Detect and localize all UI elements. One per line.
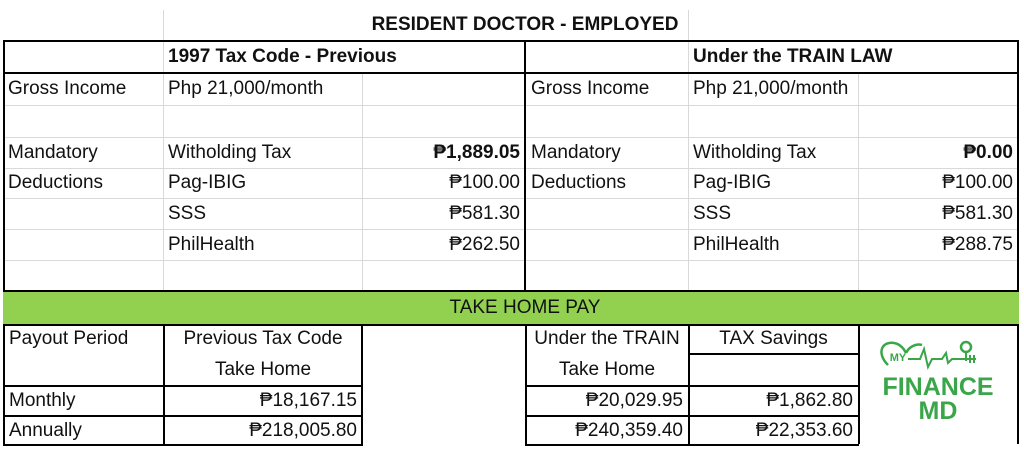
- right-row-value: ₱581.30: [942, 203, 1013, 224]
- right-row-label: Witholding Tax: [693, 142, 817, 163]
- payout-period-label: Payout Period: [9, 328, 129, 349]
- sheet-title: RESIDENT DOCTOR - EMPLOYED: [371, 14, 679, 35]
- left-row-value: ₱581.30: [449, 203, 520, 224]
- right-row-value: ₱0.00: [963, 142, 1013, 163]
- left-mandatory-2: Deductions: [8, 172, 104, 193]
- svg-text:FINANCE: FINANCE: [882, 373, 994, 401]
- right-row-label: PhilHealth: [693, 234, 780, 255]
- savings-header: TAX Savings: [719, 328, 828, 349]
- monthly-label: Monthly: [9, 390, 76, 411]
- train-header-2: Take Home: [558, 359, 656, 380]
- left-row-label: SSS: [168, 203, 207, 224]
- left-row-value: ₱100.00: [449, 172, 520, 193]
- right-row-value: ₱100.00: [942, 172, 1013, 193]
- right-mandatory-1: Mandatory: [531, 142, 621, 163]
- savings-annually-value: ₱22,353.60: [755, 420, 853, 441]
- right-row-label: SSS: [693, 203, 732, 224]
- prev-annually-value: ₱218,005.80: [249, 420, 357, 441]
- right-row-value: ₱288.75: [942, 234, 1013, 255]
- train-annually-value: ₱240,359.40: [575, 420, 683, 441]
- heartbeat-icon: [868, 335, 1008, 427]
- my-finance-md-logo: [868, 335, 1008, 427]
- right-row-label: Pag-IBIG: [693, 172, 772, 193]
- train-header-1: Under the TRAIN: [534, 328, 680, 349]
- prev-header-2: Take Home: [214, 359, 312, 380]
- svg-text:MD: MD: [918, 397, 958, 425]
- prev-header-1: Previous Tax Code: [183, 328, 343, 349]
- left-gross-value: Php 21,000/month: [168, 78, 324, 99]
- left-row-value: ₱1,889.05: [433, 142, 520, 163]
- right-mandatory-2: Deductions: [531, 172, 627, 193]
- svg-text:MY: MY: [889, 352, 907, 364]
- left-heading: 1997 Tax Code - Previous: [168, 46, 397, 67]
- right-gross-value: Php 21,000/month: [693, 78, 849, 99]
- savings-monthly-value: ₱1,862.80: [766, 390, 853, 411]
- left-row-label: Pag-IBIG: [168, 172, 247, 193]
- left-gross-label: Gross Income: [8, 78, 127, 99]
- take-home-banner: TAKE HOME PAY: [449, 297, 601, 318]
- right-heading: Under the TRAIN LAW: [693, 46, 893, 67]
- left-row-value: ₱262.50: [449, 234, 520, 255]
- left-row-label: PhilHealth: [168, 234, 255, 255]
- prev-monthly-value: ₱18,167.15: [259, 390, 357, 411]
- left-row-label: Witholding Tax: [168, 142, 292, 163]
- right-gross-label: Gross Income: [531, 78, 650, 99]
- left-mandatory-1: Mandatory: [8, 142, 98, 163]
- train-monthly-value: ₱20,029.95: [585, 390, 683, 411]
- annually-label: Annually: [9, 420, 82, 441]
